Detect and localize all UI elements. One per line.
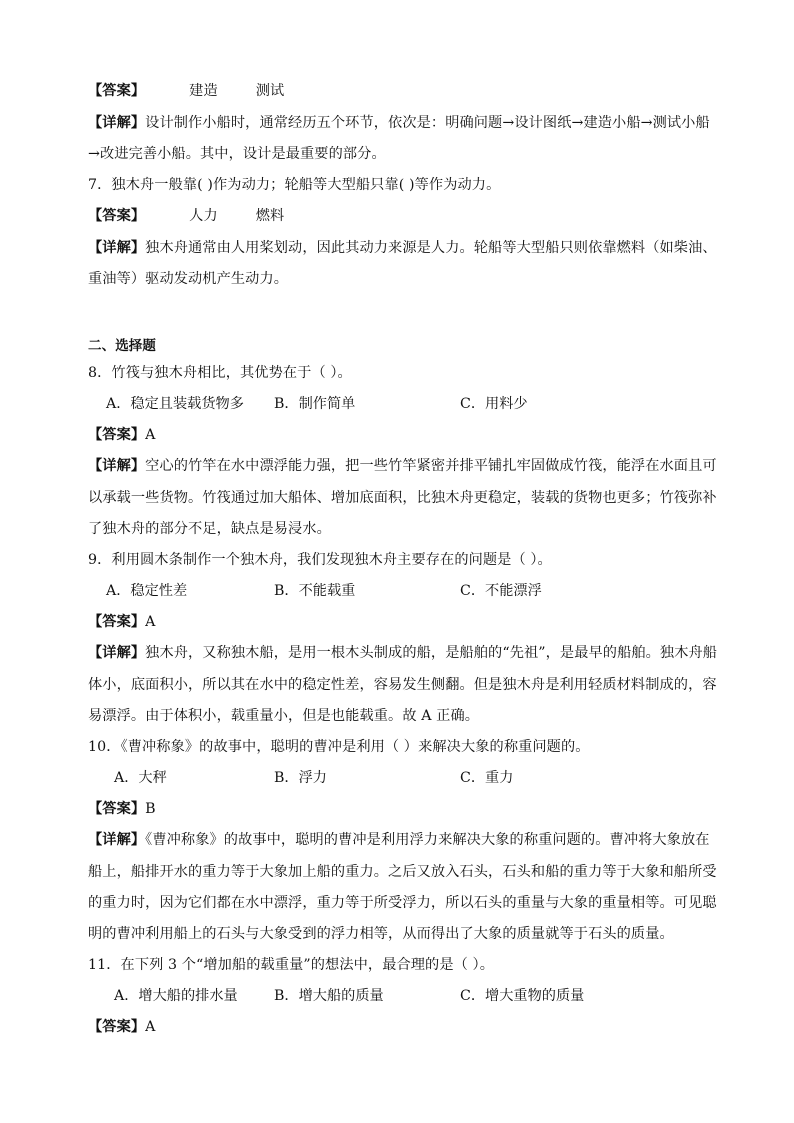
detail-label: 【详解】 bbox=[88, 458, 146, 474]
q10-detail-line-1 bbox=[88, 830, 710, 850]
q6-detail-line-1 bbox=[88, 113, 710, 133]
answer-label: 【答案】 bbox=[88, 801, 146, 817]
q8-detail-line-3: 了独木舟的部分不足，缺点是易浸水。 bbox=[88, 521, 331, 537]
q10-answer-line bbox=[88, 799, 156, 819]
q11-answer-value: A bbox=[145, 1019, 156, 1035]
detail-label: 【详解】 bbox=[88, 832, 146, 848]
answer-label: 【答案】 bbox=[88, 83, 146, 99]
q8-detail-line-2: 以承载一些货物。竹筏通过加大船体、增加底面积，比独木舟更稳定，装载的货物也更多；竹筏弥补 bbox=[88, 490, 717, 506]
q10-detail-line-3: 的重力时，因为它们都在水中漂浮，重力等于所受浮力，所以石头的重量与大象的重量相等。可见聪 bbox=[88, 895, 717, 911]
q8-option-a: A．稳定且装载货物多 bbox=[106, 396, 244, 412]
q8-stem: 8．竹筏与独木舟相比，其优势在于（ ）。 bbox=[88, 365, 352, 381]
q6-detail-text-1: 设计制作小船时，通常经历五个环节，依次是：明确问题→设计图纸→建造小船→测试小船 bbox=[145, 115, 710, 131]
q7-detail-line-2: 重油等）驱动发动机产生动力。 bbox=[88, 271, 289, 287]
q7-stem: 7．独木舟一般靠( )作为动力；轮船等大型船只靠( )等作为动力。 bbox=[88, 177, 501, 193]
q11-option-b: B．增大船的质量 bbox=[274, 988, 384, 1004]
q7-answer-line bbox=[88, 206, 284, 226]
q6-answer-blank-2: 测试 bbox=[255, 83, 285, 99]
q7-answer-blank-1: 人力 bbox=[189, 208, 218, 224]
q9-stem: 9．利用圆木条制作一个独木舟，我们发现独木舟主要存在的问题是（ ）。 bbox=[88, 552, 552, 568]
q8-answer-value: A bbox=[145, 427, 156, 443]
q11-stem: 11．在下列 3 个“增加船的载重量”的想法中，最合理的是（ ）。 bbox=[88, 957, 495, 973]
answer-label: 【答案】 bbox=[88, 427, 146, 443]
q10-option-b: B．浮力 bbox=[274, 770, 327, 786]
q6-answer-line bbox=[88, 81, 284, 101]
q8-option-c: C．用料少 bbox=[460, 396, 528, 412]
q10-option-c: C．重力 bbox=[460, 770, 514, 786]
q10-stem: 10．《曹冲称象》的故事中，聪明的曹冲是利用（ ）来解决大象的称重问题的。 bbox=[88, 739, 590, 755]
q10-answer-value: B bbox=[145, 801, 156, 817]
section-heading: 二、选择题 bbox=[88, 338, 156, 354]
q8-detail-line-1 bbox=[88, 456, 717, 476]
q8-answer-line bbox=[88, 425, 156, 445]
q9-answer-line bbox=[88, 612, 156, 632]
q11-option-c: C．增大重物的质量 bbox=[460, 988, 585, 1004]
q11-option-a: A．增大船的排水量 bbox=[114, 988, 238, 1004]
q6-answer-blank-1: 建造 bbox=[189, 83, 218, 99]
q6-detail-line-2: →改进完善小船。其中，设计是最重要的部分。 bbox=[88, 146, 386, 162]
q9-option-a: A．稳定性差 bbox=[106, 583, 188, 599]
detail-label: 【详解】 bbox=[88, 115, 146, 131]
q7-detail-line-1 bbox=[88, 238, 717, 258]
q9-answer-value: A bbox=[145, 614, 156, 630]
q9-detail-line-1 bbox=[88, 643, 717, 663]
detail-label: 【详解】 bbox=[88, 240, 146, 256]
q10-detail-line-4: 明的曹冲利用船上的石头与大象受到的浮力相等，从而得出了大象的质量就等于石头的质量。 bbox=[88, 926, 674, 942]
q8-detail-text-1: 空心的竹竿在水中漂浮能力强，把一些竹竿紧密并排平铺扎牢固做成竹筏，能浮在水面且可 bbox=[145, 458, 717, 474]
q10-option-a: A．大秤 bbox=[114, 770, 167, 786]
q9-detail-line-2: 体小，底面积小，所以其在水中的稳定性差，容易发生侧翻。但是独木舟是利用轻质材料制成的，容 bbox=[88, 677, 717, 693]
q7-detail-text-1: 独木舟通常由人用桨划动，因此其动力来源是人力。轮船等大型船只则依靠燃料（如柴油、 bbox=[145, 240, 717, 256]
answer-label: 【答案】 bbox=[88, 614, 146, 630]
detail-label: 【详解】 bbox=[88, 645, 146, 661]
q9-option-b: B．不能载重 bbox=[274, 583, 356, 599]
q9-detail-text-1: 独木舟，又称独木船，是用一根木头制成的船，是船舶的“先祖”，是最早的船舶。独木舟船 bbox=[145, 645, 718, 661]
q10-detail-text-1: 《曹冲称象》的故事中，聪明的曹冲是利用浮力来解决大象的称重问题的。曹冲将大象放在 bbox=[145, 832, 710, 848]
answer-label: 【答案】 bbox=[88, 208, 146, 224]
q8-option-b: B．制作简单 bbox=[274, 396, 356, 412]
q11-answer-line bbox=[88, 1017, 156, 1037]
q7-answer-blank-2: 燃料 bbox=[255, 208, 285, 224]
q9-detail-line-3: 易漂浮。由于体积小，载重量小，但是也能载重。故 A 正确。 bbox=[88, 708, 480, 724]
answer-label: 【答案】 bbox=[88, 1019, 146, 1035]
q9-option-c: C．不能漂浮 bbox=[460, 583, 542, 599]
q10-detail-line-2: 船上，船排开水的重力等于大象加上船的重力。之后又放入石头，石头和船的重力等于大象和船所受 bbox=[88, 864, 717, 880]
